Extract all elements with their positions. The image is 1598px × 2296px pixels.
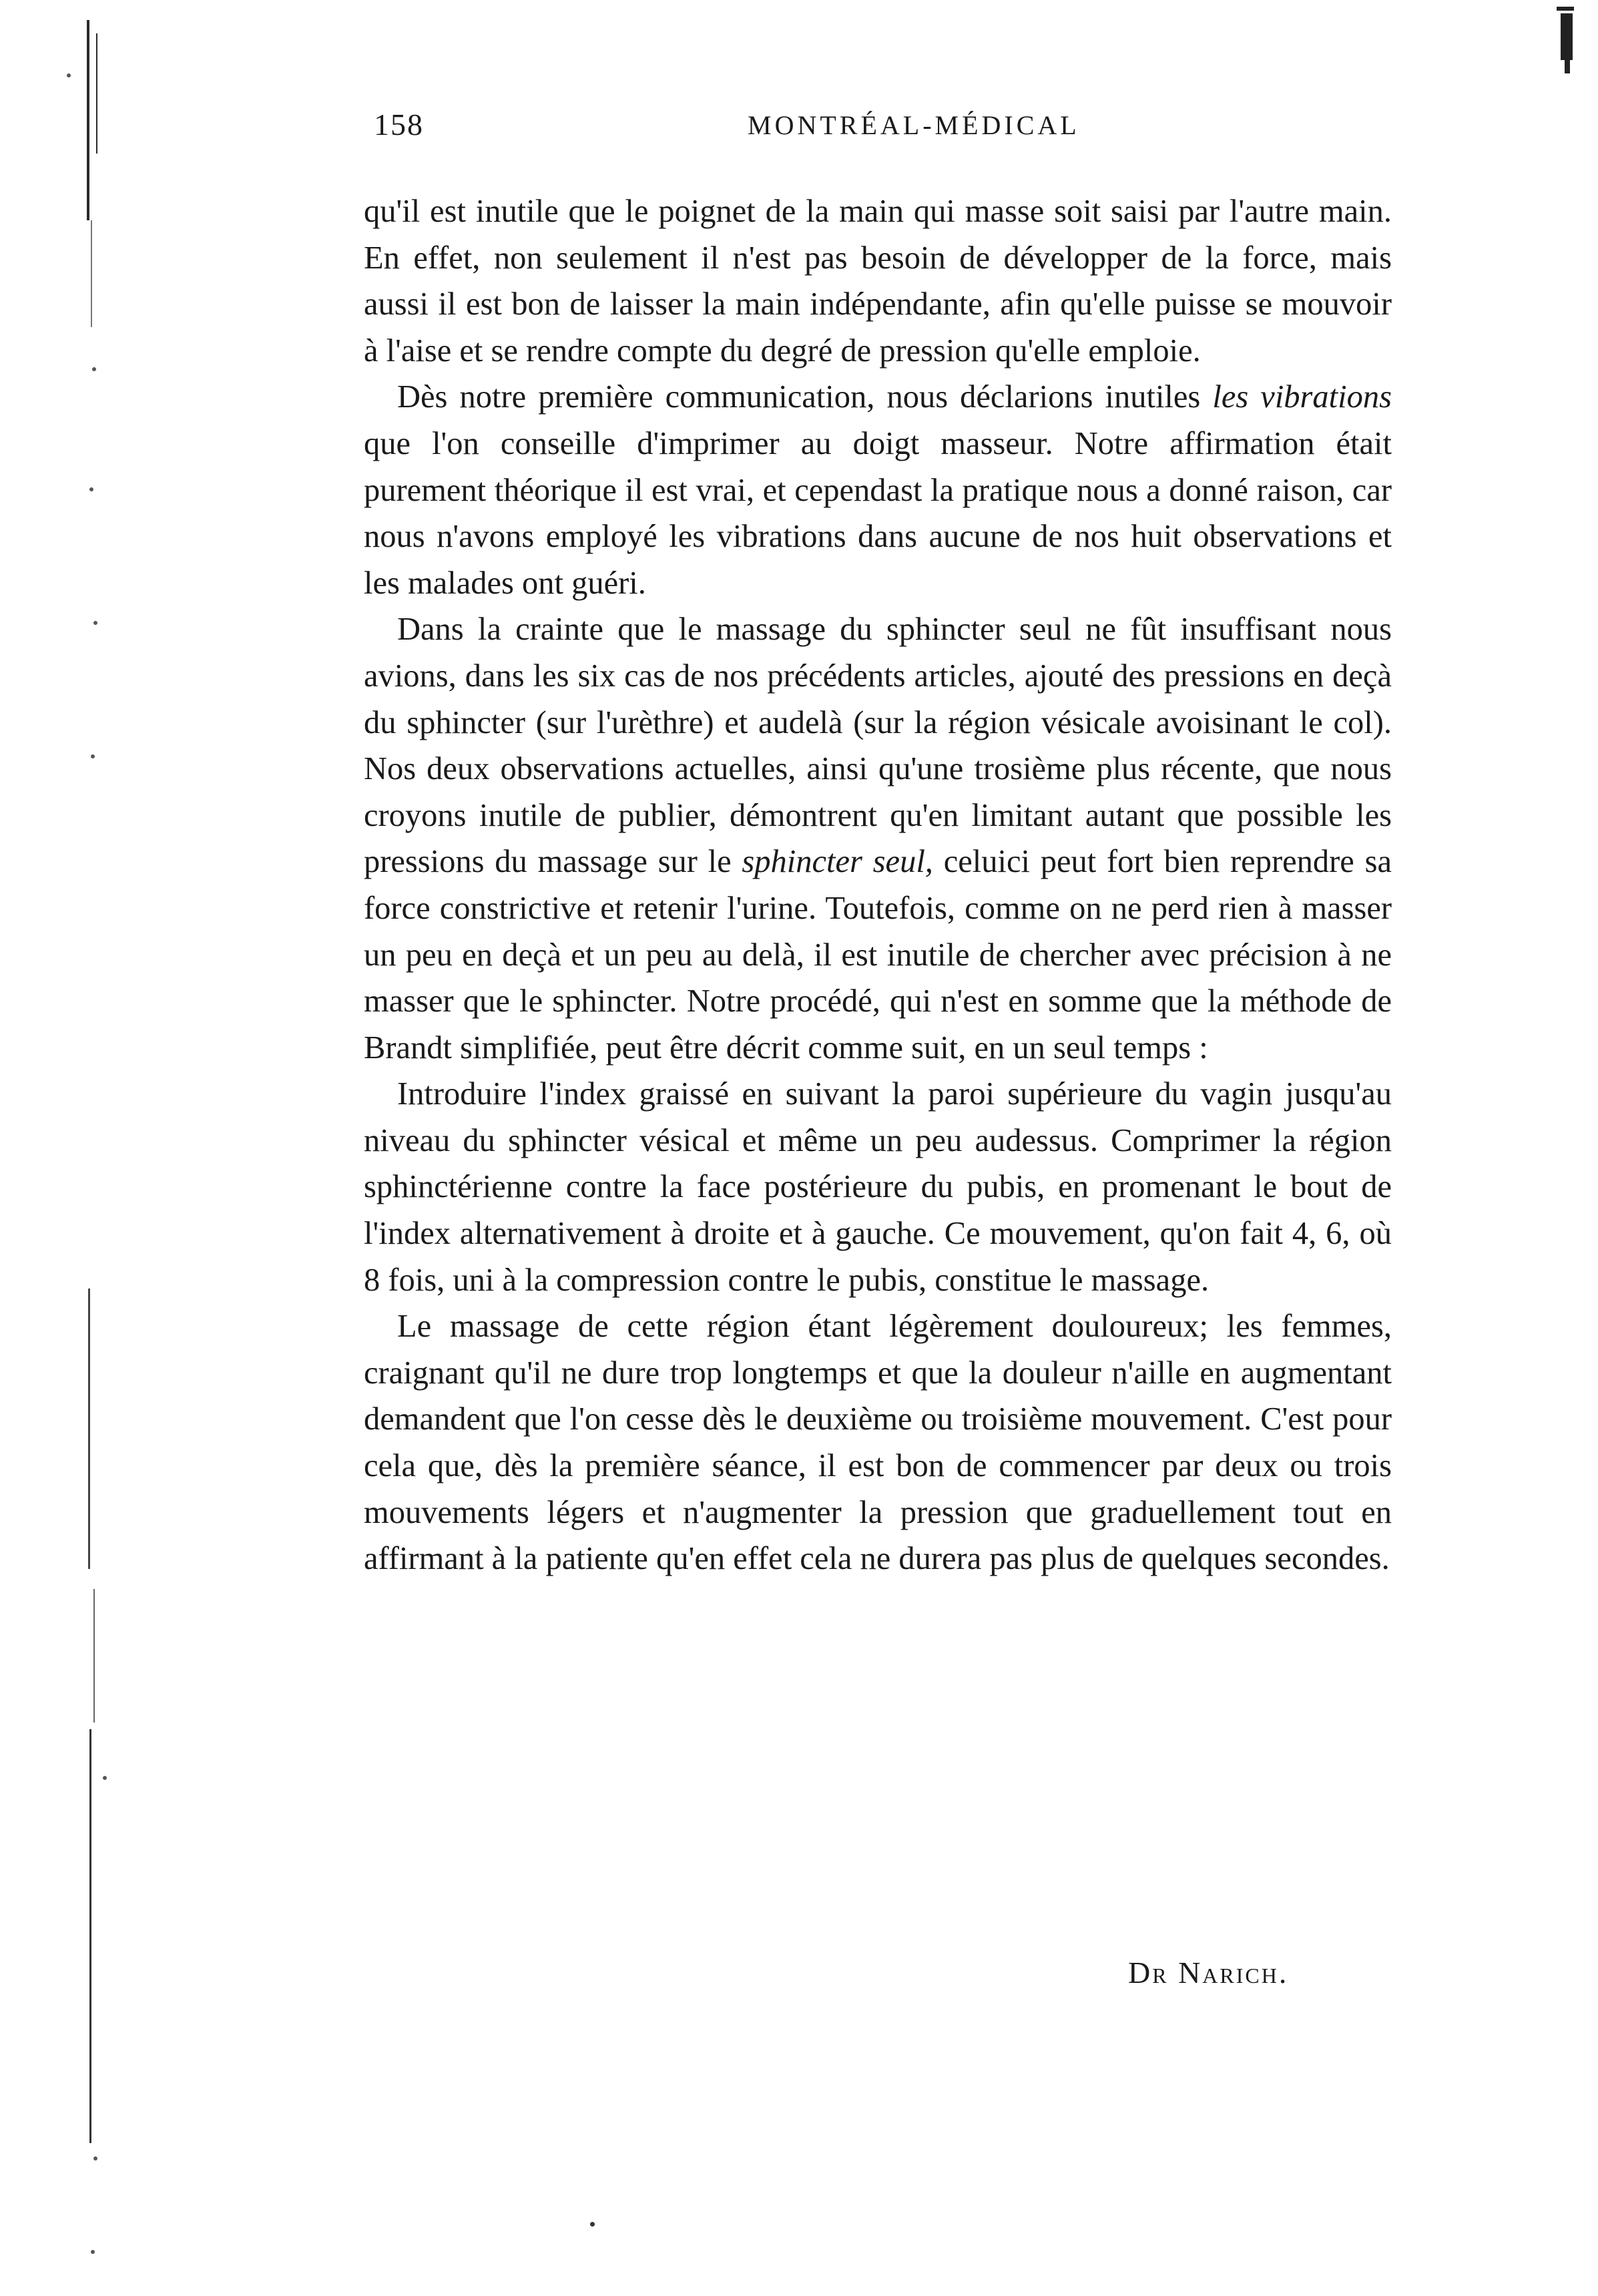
scan-gutter-marks [67, 20, 107, 2277]
scan-corner-mark [1551, 0, 1578, 73]
paragraph-2-start: Dès notre première communication, nous déclarions inutiles [397, 379, 1213, 415]
paragraph-4: Introduire l'index graissé en suivant la paroi supérieure du vagin jusqu'au niveau du sphincter vésical et même un peu audessus. Comprimer la région sphinctérienne contre la face postérieure du pubis, en promenant le bout de l'index alternativement à droite et à gauche. Ce mouvement, qu'on fait 4, 6, où 8 fois, uni à la compression contre le pubis, constitue le massage. [364, 1076, 1392, 1298]
paragraph-5: Le massage de cette région étant légèrement douloureux; les femmes, craignant qu'il ne dure trop longtemps et que la douleur n'aille en augmentant demandent que l'on cesse dès le deuxième ou troisième mouvement. C'est pour cela que, dès la première séance, il est bon de commencer par deux ou trois mouvements légers et n'augmenter la pression que graduellement tout en affirmant à la patiente qu'en effet cela ne durera pas plus de quelques secondes. [364, 1309, 1392, 1577]
paragraph-3 [364, 606, 1392, 1071]
paragraph-1: qu'il est inutile que le poignet de la main qui masse soit saisi par l'autre main. En effet, non seulement il n'est pas besoin de développer de la force, mais aussi il est bon de laisser la main indépendante, afin qu'elle puisse se mouvoir à l'aise et se rendre compte du degré de pression qu'elle emploie. [364, 194, 1392, 369]
paragraph-3-emphasis: sphincter seul, [742, 844, 933, 880]
paragraph-3-start: Dans la crainte que le massage du sphincter seul ne fût insuffisant nous avions, dans les six cas de nos précédents articles, ajouté des pressions en deçà du sphincter (sur l'urèthre) et audelà (sur la région vésicale avoisinant le col). Nos deux observations actuelles, ainsi qu'une trosième plus récente, que nous croyons inutile de publier, démontrent qu'en limitant autant que possible les pressions du massage sur le [364, 612, 1392, 880]
signature-title: Dr [1128, 1956, 1169, 1990]
paragraph-2-end: que l'on conseille d'imprimer au doigt masseur. Notre affirmation était purement théorique il est vrai, et cependast la pratique nous a donné raison, car nous n'avons employé les vibrations dans aucune de nos huit observations et les malades ont guéri. [364, 425, 1392, 601]
signature-name: Narich. [1178, 1956, 1289, 1990]
paragraph-3-end: celuici peut fort bien reprendre sa force constrictive et retenir l'urine. Toutefois, comme on ne perd rien à masser un peu en deçà et un peu au delà, il est inutile de chercher avec précision à ne masser que le sphincter. Notre procédé, qui n'est en somme que la méthode de Brandt simplifiée, peut être décrit comme suit, en un seul temps : [364, 844, 1392, 1066]
running-head [374, 107, 1415, 147]
article-body [364, 188, 1392, 1582]
page-number: 158 [374, 107, 424, 142]
author-signature [1128, 1955, 1288, 1990]
scan-speck [590, 2222, 595, 2227]
paragraph-2 [364, 374, 1392, 606]
journal-title: MONTRÉAL-MÉDICAL [748, 110, 1080, 140]
paragraph-2-emphasis: les vibrations [1212, 379, 1392, 415]
